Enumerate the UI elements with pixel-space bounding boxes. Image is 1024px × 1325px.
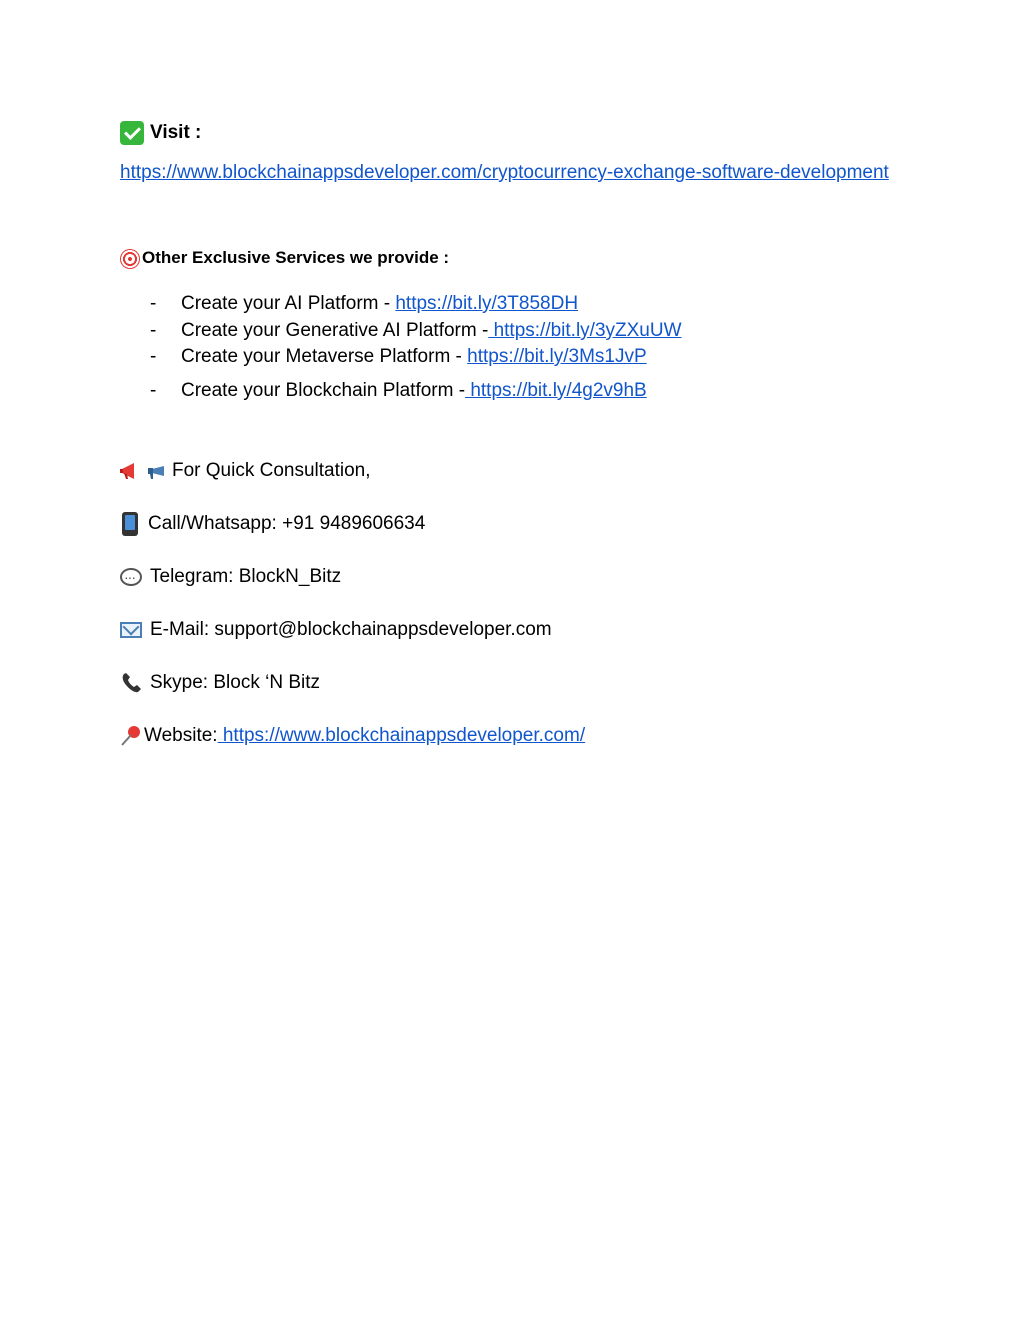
telegram-text: Telegram: BlockN_Bitz [150, 566, 342, 587]
list-dash: - [150, 320, 157, 341]
service-link[interactable]: https://bit.ly/3Ms1JvP [467, 346, 647, 367]
service-link[interactable]: https://bit.ly/4g2v9hB [465, 380, 647, 401]
telephone-icon [120, 672, 144, 694]
services-heading-text: Other Exclusive Services we provide : [142, 248, 450, 267]
telegram-line [120, 564, 341, 590]
list-dash: - [150, 380, 157, 401]
service-text: Create your Metaverse Platform - [181, 346, 468, 367]
list-dash: - [150, 293, 157, 314]
mobile-phone-icon [122, 512, 138, 536]
call-line [120, 511, 425, 537]
skype-line [120, 670, 320, 696]
target-icon [120, 249, 140, 269]
service-text: Create your Generative AI Platform - [181, 320, 489, 341]
megaphone-icon [120, 462, 142, 480]
check-mark-icon [120, 121, 144, 145]
call-text: Call/Whatsapp: +91 9489606634 [148, 513, 426, 534]
visit-heading [120, 120, 201, 146]
services-heading [120, 246, 449, 270]
visit-label: Visit : [150, 122, 202, 143]
service-link[interactable]: https://bit.ly/3yZXuUW [488, 320, 682, 341]
website-line [120, 723, 585, 749]
envelope-icon [120, 622, 142, 638]
service-text: Create your AI Platform - [181, 293, 396, 314]
consultation-line [120, 458, 371, 484]
service-item [150, 378, 647, 404]
loudspeaker-icon [144, 462, 166, 480]
skype-text: Skype: Block ‘N Bitz [150, 672, 320, 693]
service-text: Create your Blockchain Platform - [181, 380, 466, 401]
service-item [150, 291, 578, 317]
list-dash: - [150, 346, 157, 367]
visit-url-link[interactable]: https://www.blockchainappsdeveloper.com/cryptocurrency-exchange-software-development [120, 162, 889, 183]
service-item [150, 344, 647, 370]
service-item [150, 318, 682, 344]
consultation-text: For Quick Consultation, [172, 460, 371, 481]
website-label: Website: [144, 725, 218, 746]
pushpin-icon [120, 725, 140, 747]
visit-link-block [120, 156, 900, 190]
service-link[interactable]: https://bit.ly/3T858DH [395, 293, 579, 314]
email-text: E-Mail: support@blockchainappsdeveloper.com [150, 619, 552, 640]
email-line [120, 617, 552, 643]
speech-bubble-icon [120, 568, 142, 586]
website-link[interactable]: https://www.blockchainappsdeveloper.com/ [217, 725, 586, 746]
